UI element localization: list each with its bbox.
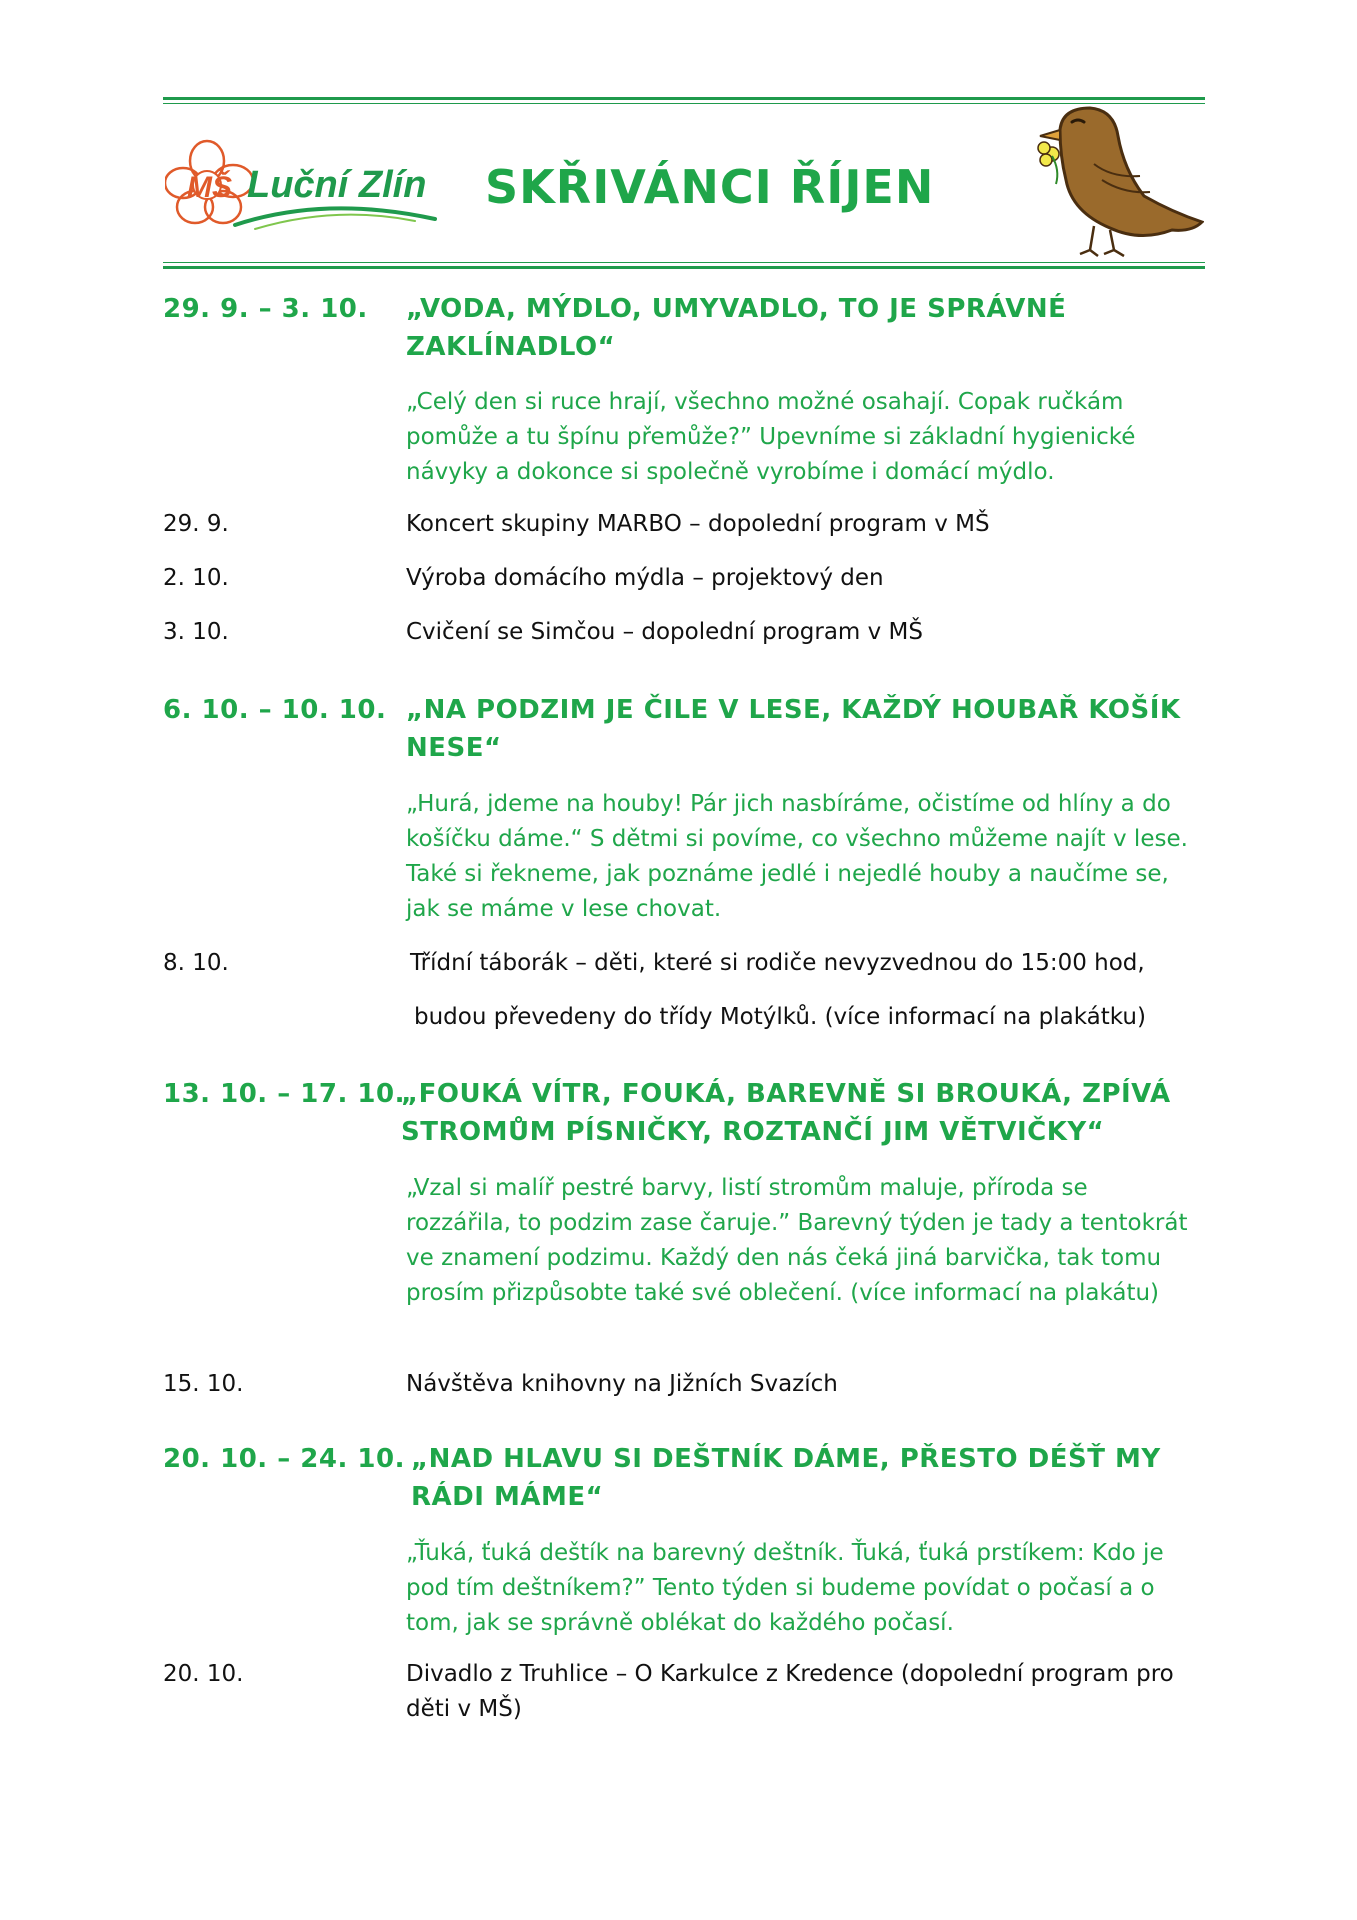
event-date: 29. 9. (163, 511, 229, 537)
logo-badge-text: MŠ (187, 171, 232, 204)
lark-bird-icon (1032, 100, 1204, 260)
event-text-continued: budou převedeny do třídy Motýlků. (více informací na plakátku) (414, 1004, 1146, 1030)
page-title: SKŘIVÁNCI ŘÍJEN (485, 160, 935, 214)
week-title: „NA PODZIM JE ČILE V LESE, KAŽDÝ HOUBAŘ KOŠÍK NESE“ (406, 695, 1181, 763)
week-description: „Vzal si malíř pestré barvy, listí stromům maluje, příroda se rozzářila, to podzim zase čaruje.” Barevný týden je tady a tentokrát ve znamení podzimu. Každý den nás čeká jiná barvička, tak tomu prosím přizpůsobte také své oblečení. (více informací na plakátu) (406, 1175, 1188, 1306)
event-text: Návštěva knihovny na Jižních Svazích (406, 1371, 838, 1397)
event-text: Koncert skupiny MARBO – dopolední program v MŠ (406, 511, 990, 537)
week-title: „FOUKÁ VÍTR, FOUKÁ, BAREVNĚ SI BROUKÁ, ZPÍVÁ STROMŮM PÍSNIČKY, ROZTANČÍ JIM VĚTVIČKY“ (401, 1079, 1171, 1147)
event-text: Cvičení se Simčou – dopolední program v MŠ (406, 619, 924, 645)
week-dates: 20. 10. – 24. 10. (163, 1444, 405, 1474)
logo-name-text: Luční Zlín (247, 164, 427, 206)
event-text: Divadlo z Truhlice – O Karkulce z Kredence (dopolední program pro děti v MŠ) (406, 1661, 1174, 1722)
week-title: „VODA, MÝDLO, UMYVADLO, TO JE SPRÁVNÉ ZAKLÍNADLO“ (406, 294, 1067, 362)
week-dates: 6. 10. – 10. 10. (163, 695, 387, 725)
flower-logo-icon (165, 135, 447, 235)
event-text: Třídní táborák – děti, které si rodiče nevyzvednou do 15:00 hod, (410, 950, 1145, 976)
week-description: „Ťuká, ťuká deštík na barevný deštník. Ťuká, ťuká prstíkem: Kdo je pod tím deštníkem?” Tento týden si budeme povídat o počasí a o tom, jak se správně oblékat do každého počasí. (406, 1540, 1164, 1636)
week-dates: 29. 9. – 3. 10. (163, 294, 368, 324)
event-date: 3. 10. (163, 619, 229, 645)
week-title: „NAD HLAVU SI DEŠTNÍK DÁME, PŘESTO DÉŠŤ MY RÁDI MÁME“ (411, 1444, 1161, 1512)
event-text: Výroba domácího mýdla – projektový den (406, 565, 884, 591)
header-bottom-rule-thin (163, 262, 1205, 263)
school-logo (165, 135, 447, 235)
event-date: 15. 10. (163, 1371, 244, 1397)
week-description: „Celý den si ruce hrají, všechno možné osahají. Copak ručkám pomůže a tu špínu přemůže?” Upevníme si základní hygienické návyky a dokonce si společně vyrobíme i domácí mýdlo. (406, 389, 1136, 485)
event-date: 20. 10. (163, 1661, 244, 1687)
event-date: 8. 10. (163, 950, 229, 976)
week-dates: 13. 10. – 17. 10. (163, 1079, 405, 1109)
header-bottom-rule (163, 266, 1205, 269)
week-description: „Hurá, jdeme na houby! Pár jich nasbíráme, očistíme od hlíny a do košíčku dáme.“ S dětmi si povíme, co všechno můžeme najít v lese. Také si řekneme, jak poznáme jedlé i nejedlé houby a naučíme se, jak se máme v lese chovat. (406, 791, 1188, 922)
event-date: 2. 10. (163, 565, 229, 591)
